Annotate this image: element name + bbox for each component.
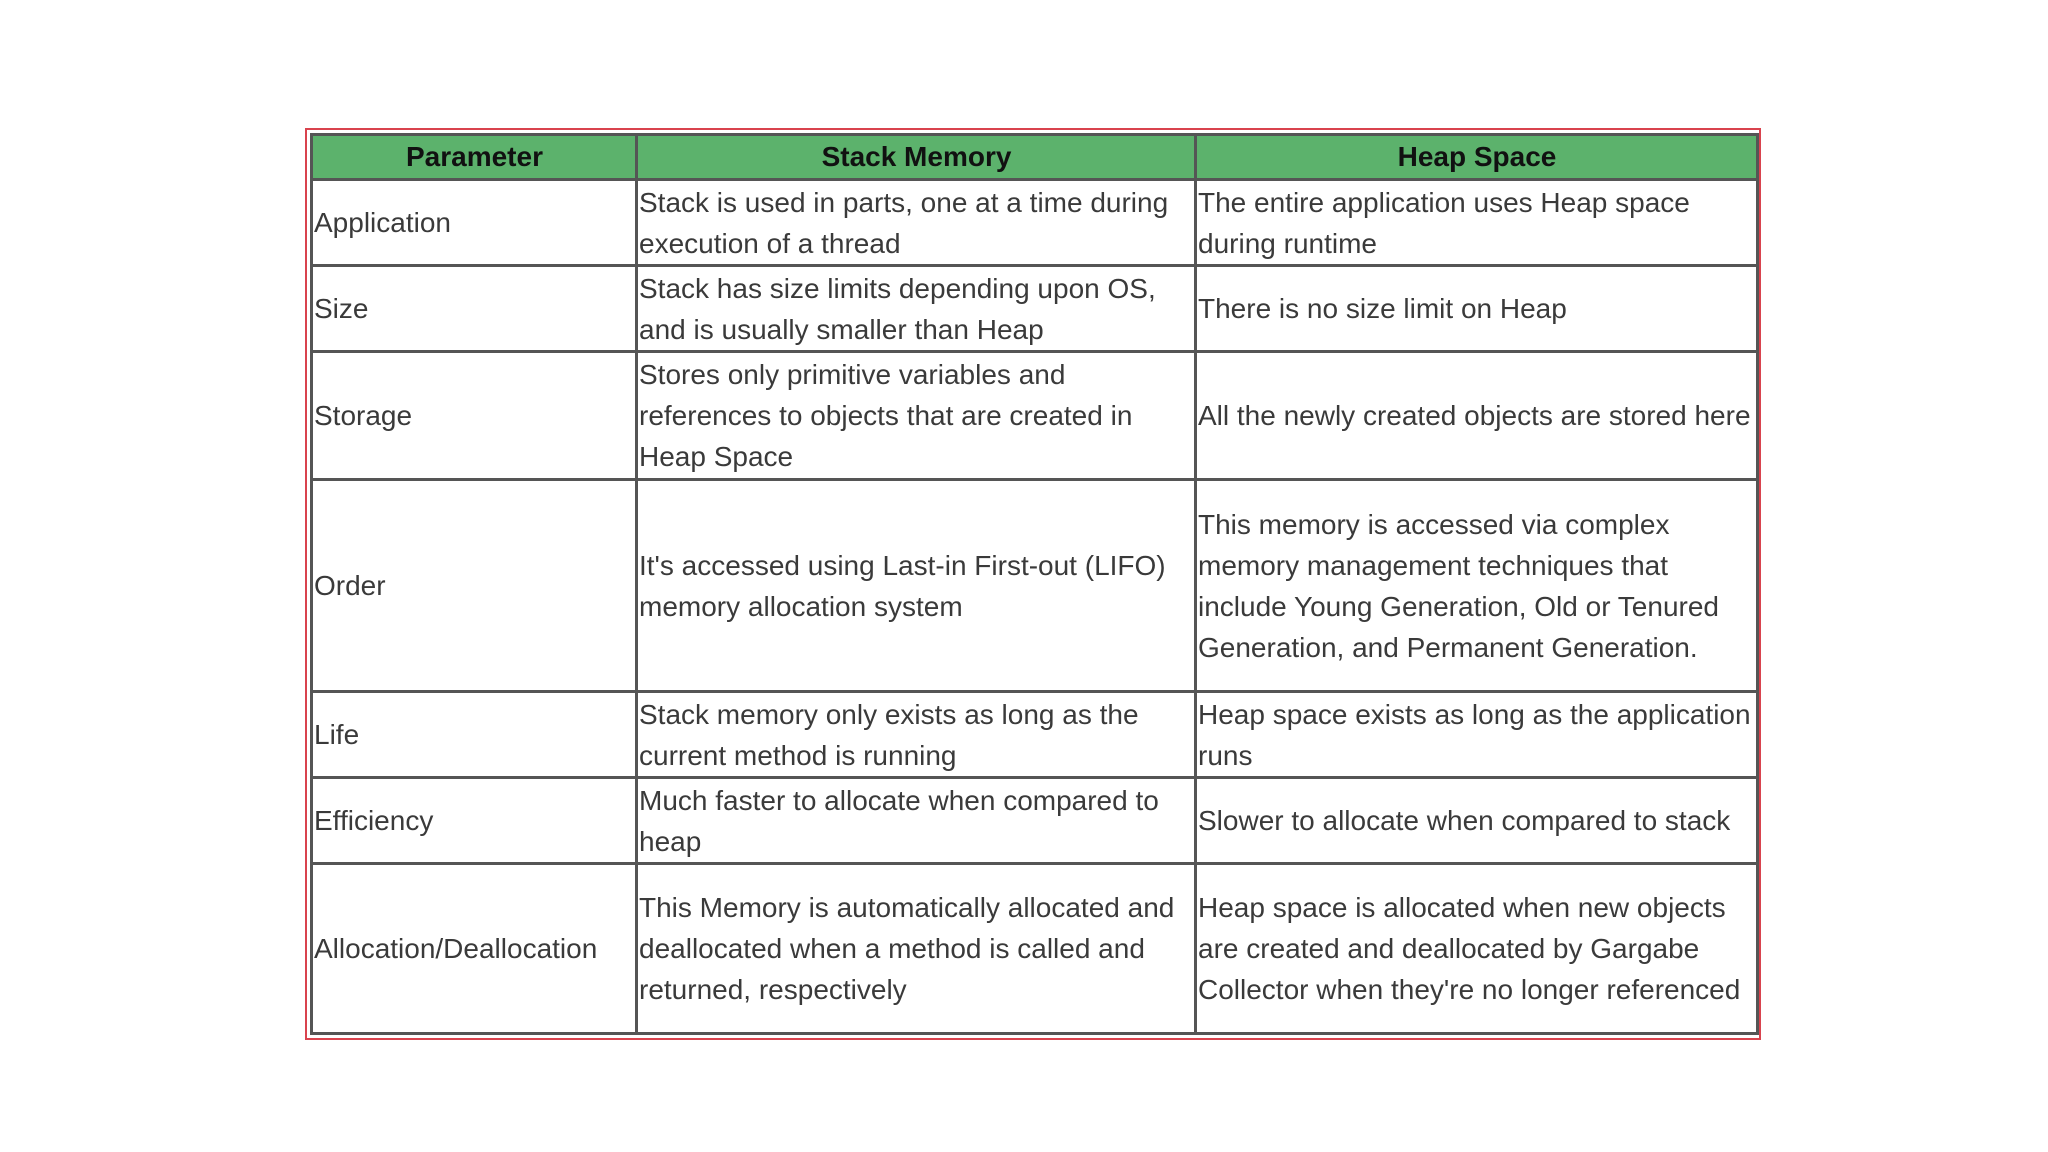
table-row: [312, 480, 1758, 692]
cell-parameter: Allocation/Deallocation: [312, 864, 637, 1034]
stack-vs-heap-table: [310, 133, 1759, 1035]
cell-stack: Stack has size limits depending upon OS, and is usually smaller than Heap: [637, 266, 1196, 352]
table-row: [312, 778, 1758, 864]
cell-heap: Heap space is allocated when new objects are created and deallocated by Gargabe Collector when they're no longer referenced: [1196, 864, 1758, 1034]
header-heap-space: Heap Space: [1196, 135, 1758, 180]
cell-stack: It's accessed using Last-in First-out (LIFO) memory allocation system: [637, 480, 1196, 692]
table-row: [312, 864, 1758, 1034]
cell-heap: Slower to allocate when compared to stack: [1196, 778, 1758, 864]
cell-parameter: Life: [312, 692, 637, 778]
cell-heap: There is no size limit on Heap: [1196, 266, 1758, 352]
cell-parameter: Efficiency: [312, 778, 637, 864]
cell-parameter: Size: [312, 266, 637, 352]
cell-heap: All the newly created objects are stored here: [1196, 352, 1758, 480]
table-row: [312, 266, 1758, 352]
cell-parameter: Order: [312, 480, 637, 692]
comparison-table-frame: [305, 128, 1761, 1040]
table-row: [312, 692, 1758, 778]
cell-stack: Stack memory only exists as long as the current method is running: [637, 692, 1196, 778]
table-header-row: [312, 135, 1758, 180]
cell-heap: Heap space exists as long as the application runs: [1196, 692, 1758, 778]
header-stack-memory: Stack Memory: [637, 135, 1196, 180]
table-row: [312, 180, 1758, 266]
header-parameter: Parameter: [312, 135, 637, 180]
cell-parameter: Application: [312, 180, 637, 266]
cell-stack: This Memory is automatically allocated and deallocated when a method is called and returned, respectively: [637, 864, 1196, 1034]
cell-stack: Stack is used in parts, one at a time during execution of a thread: [637, 180, 1196, 266]
table-row: [312, 352, 1758, 480]
cell-heap: This memory is accessed via complex memory management techniques that include Young Generation, Old or Tenured Generation, and Permanent Generation.: [1196, 480, 1758, 692]
cell-stack: Stores only primitive variables and references to objects that are created in Heap Space: [637, 352, 1196, 480]
cell-parameter: Storage: [312, 352, 637, 480]
cell-stack: Much faster to allocate when compared to heap: [637, 778, 1196, 864]
cell-heap: The entire application uses Heap space during runtime: [1196, 180, 1758, 266]
